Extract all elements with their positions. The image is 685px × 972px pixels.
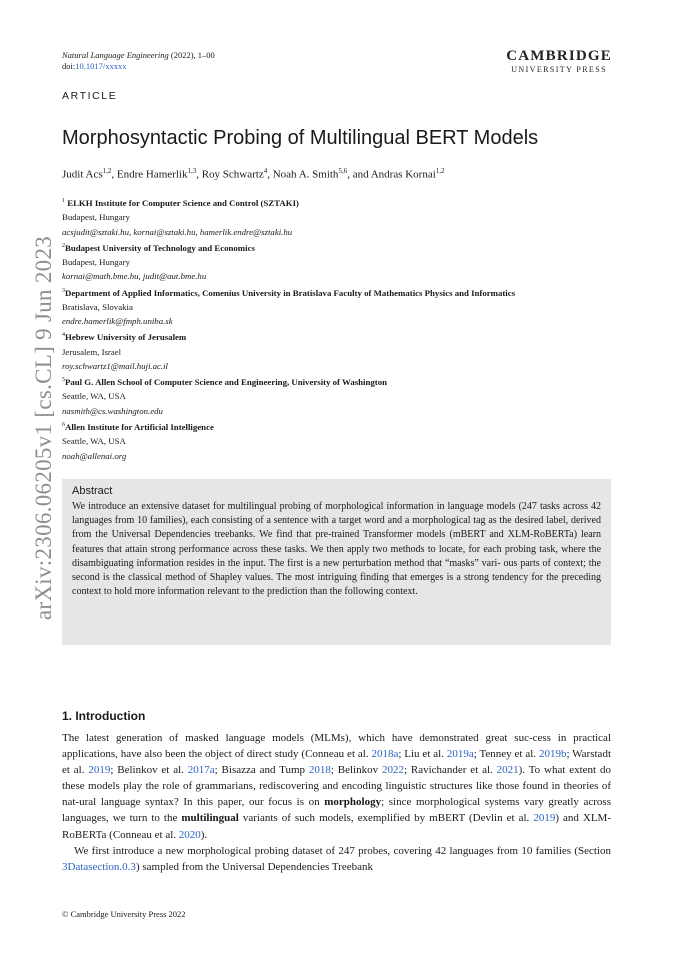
affiliation-email: noah@allenai.org bbox=[62, 450, 127, 461]
affiliation-number: 1 bbox=[62, 198, 65, 204]
text-run: We first introduce a new morphological probing dataset of 247 probes, covering 42 languages from 10 families (Section bbox=[74, 844, 611, 857]
affiliation-location: Seattle, WA, USA bbox=[62, 391, 126, 402]
affiliations bbox=[62, 194, 622, 463]
affiliation-number: 5 bbox=[62, 377, 65, 384]
affiliation-location: Bratislava, Slovakia bbox=[62, 301, 133, 312]
author-separator: , and bbox=[347, 168, 371, 181]
author-name: Noah A. Smith bbox=[272, 168, 339, 181]
author-affiliation-marker: 1,2 bbox=[435, 167, 445, 175]
citation-link[interactable]: 2018 bbox=[308, 764, 331, 777]
paragraph bbox=[62, 730, 611, 843]
affiliation-number: 4 bbox=[62, 332, 65, 339]
author-name: Roy Schwartz bbox=[201, 168, 264, 181]
emphasis-term: multilingual bbox=[181, 812, 239, 825]
abstract-heading: Abstract bbox=[72, 485, 113, 497]
affiliation-email: acsjudit@sztaki.hu, kornai@sztaki.hu, hamerlik.endre@sztaki.hu bbox=[62, 226, 293, 237]
author-separator: , bbox=[111, 168, 117, 181]
abstract-line: than the following context. bbox=[310, 586, 418, 598]
journal-header: Natural Language Engineering (2022), 1–00 doi:10.1017/xxxxx bbox=[62, 50, 215, 71]
text-run: The latest generation of masked language models (MLMs), which have demonstrated great suc-cess in practical applications, have also been the object of direct study (Conneau et al. bbox=[62, 732, 611, 761]
affiliation-location: Budapest, Hungary bbox=[62, 257, 130, 268]
publisher-logo: CAMBRIDGE UNIVERSITY PRESS bbox=[506, 48, 612, 74]
text-run: ; Tenney et al. bbox=[473, 748, 539, 761]
text-run: ). bbox=[200, 828, 208, 841]
affiliation-name: Hebrew University of Jerusalem bbox=[65, 332, 187, 343]
affiliation-entry bbox=[62, 239, 622, 284]
abstract-line: We introduce an extensive dataset for multilingual probing of morphological information in language bbox=[72, 501, 484, 512]
text-run: ; Ravichander et al. bbox=[403, 764, 497, 777]
affiliation-entry bbox=[62, 194, 622, 239]
affiliation-location: Seattle, WA, USA bbox=[62, 436, 126, 447]
citation-link[interactable]: 2019a bbox=[446, 748, 474, 761]
text-run: ; since morphological systems vary greatly across languages, we turn to the bbox=[62, 796, 611, 825]
citation-link[interactable]: 2017a bbox=[187, 764, 215, 777]
paper-title: Morphosyntactic Probing of Multilingual BERT Models bbox=[62, 127, 539, 149]
citation-link[interactable]: 2021 bbox=[496, 764, 519, 777]
citation-link[interactable]: 2019 bbox=[533, 812, 556, 825]
text-run: variants of such models, exemplified by mBERT (Devlin et al. bbox=[238, 812, 534, 825]
author-affiliation-marker: 5,6 bbox=[338, 167, 348, 175]
citation-link[interactable]: 2019 bbox=[88, 764, 111, 777]
abstract-line: performance across these tasks. We then apply two methods to locate, for each probing task, where the bbox=[178, 543, 602, 555]
copyright-notice: © Cambridge University Press 2022 bbox=[62, 909, 186, 919]
affiliation-number: 3 bbox=[62, 287, 65, 294]
affiliation-name: Department of Applied Informatics, Comenius University in Bratislava Faculty of Mathematics Physics and Informatics bbox=[65, 287, 516, 298]
introduction-body bbox=[62, 730, 611, 875]
affiliation-email: kornai@math.bme.hu, judit@aut.bme.hu bbox=[62, 271, 207, 282]
text-run: ; Warstadt et al. bbox=[62, 748, 611, 777]
affiliation-entry bbox=[62, 328, 622, 373]
article-type-label: ARTICLE bbox=[62, 90, 118, 102]
author-name: Andras Kornai bbox=[370, 168, 436, 181]
author-separator: , bbox=[267, 168, 273, 181]
abstract-line: find that pre-trained Transformer models (mBERT and XLM-RoBERTa) learn features that attain strong bbox=[72, 529, 602, 555]
abstract-line: and a morphological tag as the desired label, derived from the Universal Dependencies treebanks. We bbox=[72, 515, 601, 541]
text-run: ) and XLM-RoBERTa (Conneau et al. bbox=[62, 812, 612, 841]
text-run: ; Belinkov bbox=[330, 764, 382, 777]
abstract-box bbox=[62, 479, 611, 645]
author-affiliation-marker: 4 bbox=[263, 167, 268, 175]
abstract-text bbox=[72, 500, 601, 599]
abstract-line: ous parts of context; the second is the classical method of Shapley values. The most intriguing finding that bbox=[72, 557, 601, 584]
affiliation-entry bbox=[62, 284, 622, 329]
text-run: ; Bisazza and Tump bbox=[214, 764, 309, 777]
affiliation-email: endre.hamerlik@fmph.uniba.sk bbox=[62, 316, 173, 327]
affiliation-email: roy.schwartz1@mail.huji.ac.il bbox=[62, 360, 169, 371]
citation-link[interactable]: 2018a bbox=[371, 748, 399, 761]
affiliation-entry bbox=[62, 373, 622, 418]
journal-name: Natural Language Engineering bbox=[62, 50, 169, 60]
affiliation-name: Allen Institute for Artificial Intelligence bbox=[65, 421, 214, 432]
abstract-line: emerges is a strong tendency for the preceding context to hold more information relevant to the prediction bbox=[72, 572, 602, 598]
affiliation-location: Jerusalem, Israel bbox=[62, 346, 122, 357]
affiliation-name: ELKH Institute for Computer Science and Control (SZTAKI) bbox=[65, 197, 299, 208]
affiliation-number: 2 bbox=[62, 242, 65, 249]
author-name: Judit Acs bbox=[62, 168, 103, 181]
affiliation-location: Budapest, Hungary bbox=[62, 212, 130, 223]
affiliation-email: nasmith@cs.washington.edu bbox=[62, 405, 163, 416]
citation-link[interactable]: 2022 bbox=[381, 764, 404, 777]
doi-link[interactable]: 10.1017/xxxxx bbox=[75, 61, 127, 71]
citation-link[interactable]: 2020 bbox=[178, 828, 201, 841]
arxiv-identifier: arXiv:2306.06205v1 [cs.CL] 9 Jun 2023 bbox=[31, 235, 56, 620]
author-list bbox=[62, 167, 445, 181]
author-affiliation-marker: 1,3 bbox=[187, 167, 197, 175]
text-run: ; Belinkov et al. bbox=[110, 764, 188, 777]
text-run: ; Liu et al. bbox=[398, 748, 447, 761]
section-heading-introduction: 1. Introduction bbox=[62, 709, 146, 723]
citation-link[interactable]: 3Datasection.0.3 bbox=[62, 860, 136, 873]
affiliation-entry bbox=[62, 418, 622, 463]
author-name: Endre Hamerlik bbox=[116, 168, 188, 181]
affiliation-name: Paul G. Allen School of Computer Science and Engineering, University of Washington bbox=[65, 377, 388, 388]
emphasis-term: morphology bbox=[324, 796, 382, 809]
author-separator: , bbox=[196, 168, 202, 181]
text-run: ). To what extent do these models play the role of grammarians, rediscovering and encoding linguistic structures like those found in theories of nat-ural language syntax? In this paper, our focus is on bbox=[62, 764, 611, 809]
affiliation-number: 6 bbox=[62, 422, 65, 429]
author-affiliation-marker: 1,2 bbox=[102, 167, 112, 175]
text-run: ) sampled from the Universal Dependencies Treebank bbox=[135, 860, 373, 873]
abstract-line: models (247 tasks across 42 languages from 10 families), each consisting of a sentence with a target word bbox=[72, 501, 601, 527]
abstract-line: disambiguating information resides in the input. The first is a new perturbation method that “masks” vari- bbox=[72, 557, 501, 569]
affiliation-name: Budapest University of Technology and Economics bbox=[65, 242, 255, 253]
citation-link[interactable]: 2019b bbox=[538, 748, 567, 761]
paragraph bbox=[62, 843, 611, 875]
